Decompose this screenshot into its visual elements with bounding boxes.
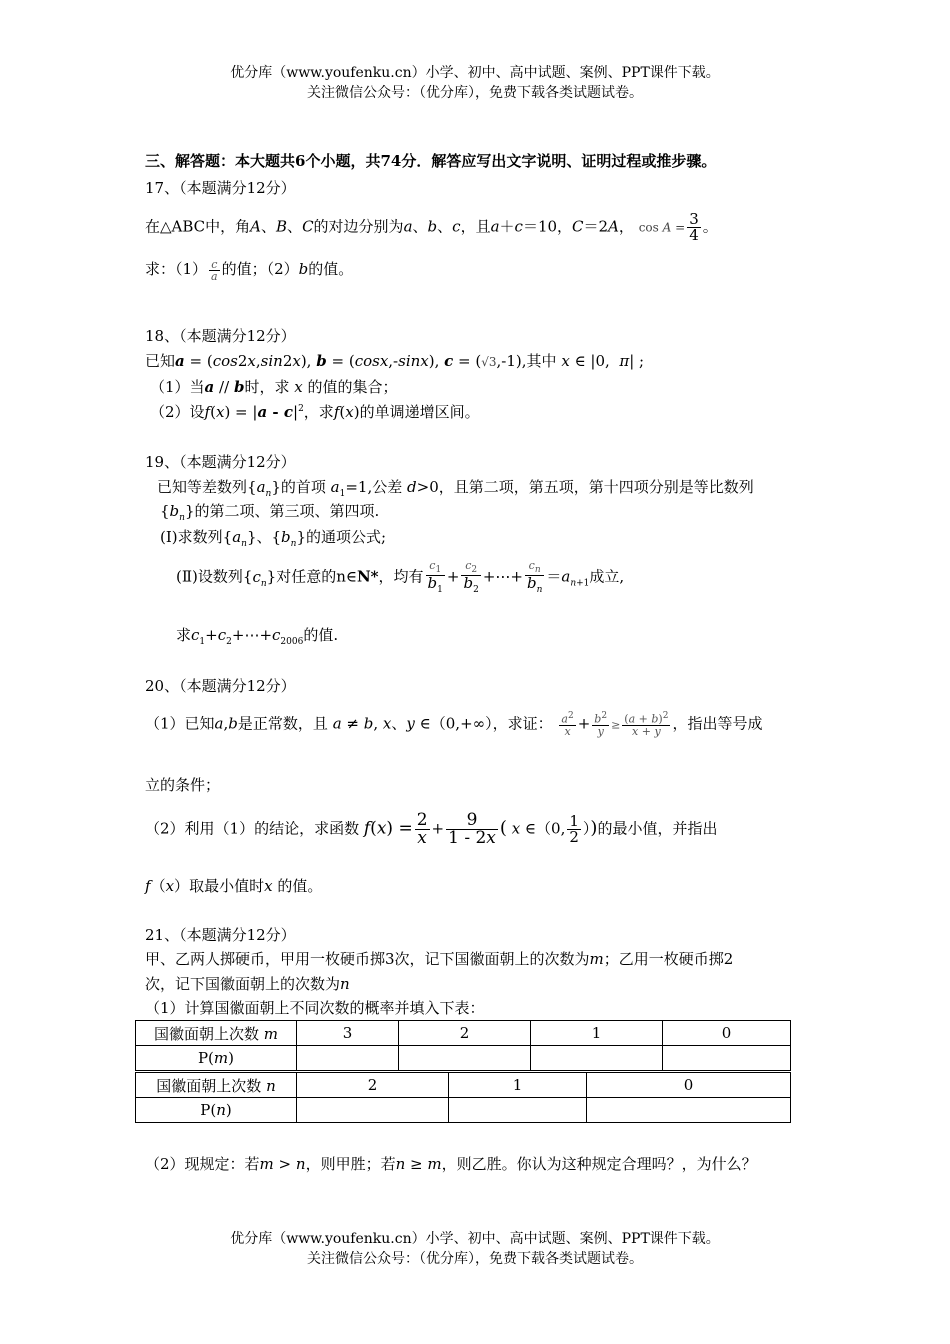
q20-part3: f（x）取最小值时x 的值。 xyxy=(145,877,323,895)
m-value-cell: 2 xyxy=(399,1021,531,1046)
q21-part1: （1）计算国徽面朝上不同次数的概率并填入下表： xyxy=(145,999,485,1017)
q19-line2: $\{b_n\}$的第二项、第三项、第四项. xyxy=(160,502,380,523)
m-value-cell: 1 xyxy=(531,1021,663,1046)
n-value-cell: 1 xyxy=(449,1073,587,1098)
m-value-cell: 3 xyxy=(297,1021,399,1046)
q19-question: 求$c_1+c_2+\cdots+c_{2006}$的值. xyxy=(176,626,339,647)
c-over-a-fraction: $\frac{c}{a}$ xyxy=(211,257,218,283)
q21-line1: 甲、乙两人掷硬币，甲用一枚硬币掷3次，记下国徽面朝上的次数为m；乙用一枚硬币掷2 xyxy=(145,950,734,968)
q20-part1: （1）已知a,b是正常数，且 a ≠ b, x、y ∈（0,+∞），求证： $\frac{a^2}{x}$ + $\frac{b^2}{y}$ ≥ $\frac{(a + b)^2}{x + y}$ ，指出等号成 xyxy=(145,711,763,738)
table-row xyxy=(136,1021,791,1046)
n-value-cell: 2 xyxy=(297,1073,449,1098)
pn-label-cell: P(n) xyxy=(136,1098,297,1123)
c1-b1-fraction: $\frac{c_1}{b_1}$ xyxy=(427,559,443,596)
q18-given: 已知a = (cos2x,sin2x), b = (cosx,-sinx), c = (√3,-1),其中 x ∈ |0, π| ; xyxy=(145,352,645,370)
q20-heading: 20、（本题满分12分） xyxy=(145,677,296,695)
pn-empty-cell[interactable] xyxy=(297,1098,449,1123)
q21-part2: （2）现规定：若m > n，则甲胜；若n ≥ m，则乙胜。你认为这种规定合理吗？，为什么？ xyxy=(145,1155,757,1173)
c2-b2-fraction: $\frac{c_2}{b_2}$ xyxy=(463,559,479,596)
m-value-cell: 0 xyxy=(663,1021,791,1046)
m-label-cell: 国徽面朝上次数 m xyxy=(136,1021,297,1046)
half-fraction: $\frac{1}{2}$ xyxy=(569,812,579,846)
a2-over-x-fraction: $\frac{a^2}{x}$ xyxy=(561,711,574,738)
q19-heading: 19、（本题满分12分） xyxy=(145,453,296,471)
q21-heading: 21、（本题满分12分） xyxy=(145,926,296,944)
pm-empty-cell[interactable] xyxy=(663,1046,791,1071)
q17-question: 求：（1） $\frac{c}{a}$ 的值；（2）b的值。 xyxy=(145,257,354,283)
q17-given: 在△ABC中，角A、B、C的对边分别为a、b、c，且a＋c＝10，C＝2A， cos A = $\frac{3}{4}$ 。 xyxy=(145,210,718,244)
b2-over-y-fraction: $\frac{b^2}{y}$ xyxy=(594,711,608,738)
pn-empty-cell[interactable] xyxy=(449,1098,587,1123)
page-header-line1: 优分库（www.youfenku.cn）小学、初中、高中试题、案例、PPT课件下载。 xyxy=(230,65,720,81)
cos-a-fraction: $\frac{3}{4}$ xyxy=(689,210,699,244)
sum-squared-fraction: $\frac{(a + b)^2}{x + y}$ xyxy=(624,711,669,738)
page-footer-line2: 关注微信公众号：（优分库），免费下载各类试题试卷。 xyxy=(307,1251,643,1267)
q18-part2: （2）设$f(x) = |a - c|^2$，求f(x)的单调递增区间。 xyxy=(150,403,480,421)
q18-part1: （1）当a // b时，求 x 的值的集合； xyxy=(150,378,398,396)
nine-over-fraction: $\frac{9}{1 - 2x}$ xyxy=(448,810,496,848)
table-row xyxy=(136,1098,791,1123)
q21-line2: 次，记下国徽面朝上的次数为n xyxy=(145,975,350,993)
q19-part1: (Ⅰ)求数列$\{a_n\}$、$\{b_n\}$的通项公式; xyxy=(160,528,387,549)
table-row xyxy=(136,1073,791,1098)
probability-table-m xyxy=(135,1020,791,1071)
q20-part2: （2）利用（1）的结论，求函数 f(x) = $\frac{2}{x}$ + $\frac{9}{1 - 2x}$ ( x ∈（0, $\frac{1}{2}$ ）)的最小值，并指出 xyxy=(145,810,718,848)
section-title: 三、解答题：本大题共6个小题，共74分．解答应写出文字说明、证明过程或推步骤。 xyxy=(145,152,717,170)
q19-line1: 已知等差数列$\{a_n\}$的首项 $a_1=1$,公差 d>0，且第二项，第五项，第十四项分别是等比数列 xyxy=(157,478,754,499)
pm-empty-cell[interactable] xyxy=(399,1046,531,1071)
probability-table-n xyxy=(135,1072,791,1123)
table-row xyxy=(136,1046,791,1071)
pm-empty-cell[interactable] xyxy=(297,1046,399,1071)
q18-heading: 18、（本题满分12分） xyxy=(145,327,296,345)
pn-empty-cell[interactable] xyxy=(587,1098,791,1123)
cn-bn-fraction: $\frac{c_n}{b_n}$ xyxy=(526,559,543,596)
n-label-cell: 国徽面朝上次数 n xyxy=(136,1073,297,1098)
q19-part2: (Ⅱ)设数列$\{c_n\}$对任意的n∈N*，均有 $\frac{c_1}{b_1}$ + $\frac{c_2}{b_2}$ +⋯+ $\frac{c_n}{b_n}$ $=a_{n+1}$成立, xyxy=(176,559,625,596)
n-value-cell: 0 xyxy=(587,1073,791,1098)
pm-empty-cell[interactable] xyxy=(531,1046,663,1071)
page-footer-line1: 优分库（www.youfenku.cn）小学、初中、高中试题、案例、PPT课件下载。 xyxy=(230,1231,720,1247)
q17-heading: 17、（本题满分12分） xyxy=(145,179,296,197)
page-header-line2: 关注微信公众号：（优分库），免费下载各类试题试卷。 xyxy=(307,85,643,101)
two-over-x-fraction: $\frac{2}{x}$ xyxy=(416,810,428,848)
pm-label-cell: P(m) xyxy=(136,1046,297,1071)
q20-part1-end: 立的条件； xyxy=(145,776,221,794)
